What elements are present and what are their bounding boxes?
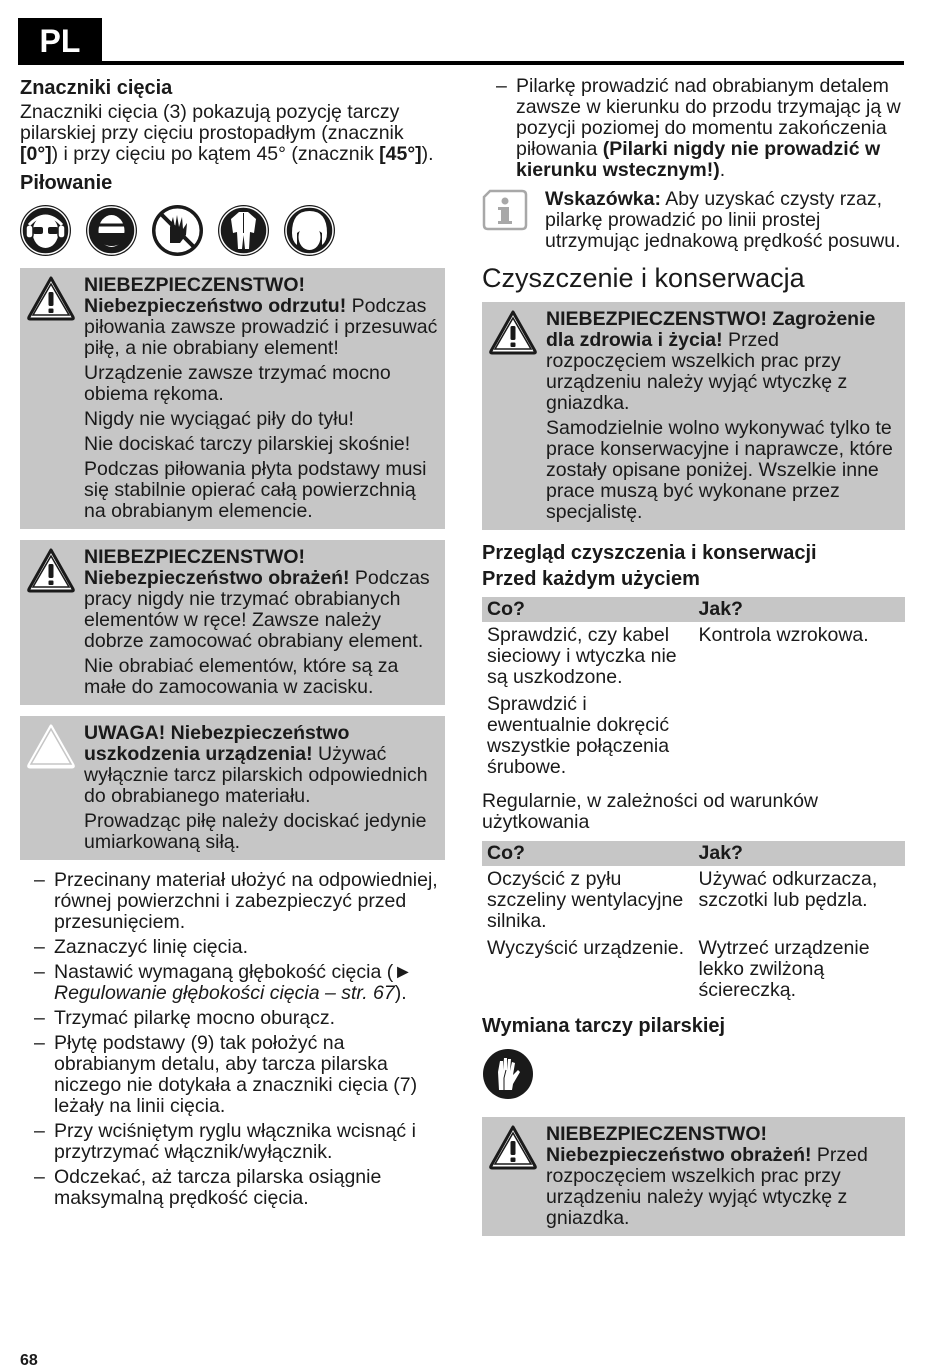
text-span: Prowadząc piłę należy dociskać jedynie umiarkowaną siłą.	[84, 810, 427, 853]
warning-paragraph	[84, 547, 439, 652]
text-span: ).	[421, 143, 434, 165]
text-span: Trzymać pilarkę mocno oburącz.	[54, 1007, 336, 1029]
text-span: Nastawić wymaganą głębokość cięcia (	[54, 961, 394, 983]
table-row	[482, 622, 905, 691]
list-item-text	[54, 937, 445, 958]
heading-blade-change: Wymiana tarczy pilarskiej	[482, 1015, 726, 1037]
bold-text: [45°]	[379, 143, 422, 165]
warning-paragraph	[546, 309, 899, 414]
warning-box	[20, 540, 445, 705]
list-item-text	[54, 1008, 445, 1029]
bold-text: Wskazówka:	[545, 188, 661, 210]
warning-paragraph	[84, 363, 439, 405]
bold-text: NIEBEZPIECZENSTWO! Niebezpieczeństwo obrażeń!	[546, 1123, 812, 1166]
warning-paragraph	[546, 418, 899, 523]
bold-text: [0°]	[20, 143, 52, 165]
hair-net-icon	[284, 205, 335, 256]
warning-paragraph	[84, 811, 439, 853]
heading-cleaning: Czyszczenie i konserwacja	[482, 263, 805, 293]
list-item-text	[54, 1033, 445, 1117]
table-header-cell: Jak?	[694, 841, 906, 866]
note-text	[545, 189, 905, 252]
text-span: ) i przy cięciu po kątem 45° (znacznik	[51, 143, 380, 165]
ppe-icons	[20, 205, 445, 256]
list-item	[20, 1008, 445, 1029]
table-row	[482, 691, 905, 781]
text-span: Przecinany materiał ułożyć na odpowiedniej, równej powierzchni i zabezpieczyć przed przesunięciem.	[54, 869, 438, 933]
list-item-text	[516, 76, 905, 181]
table-cell: Sprawdzić, czy kabel sieciowy i wtyczka nie są uszkodzone.	[487, 624, 677, 688]
table-cell: Kontrola wzrokowa.	[698, 624, 869, 646]
table-header-cell: Jak?	[694, 597, 906, 622]
dash-bullet: –	[496, 75, 507, 97]
right-steps	[482, 76, 905, 181]
left-column	[20, 76, 445, 1213]
list-item	[20, 937, 445, 958]
right-column	[482, 76, 905, 1247]
warning-paragraph	[84, 434, 439, 455]
heading-overview: Przegląd czyszczenia i konserwacji	[482, 542, 817, 564]
list-item-text	[54, 1167, 445, 1209]
left-steps	[20, 870, 445, 1209]
text-span: ).	[394, 982, 407, 1004]
text-span: .	[719, 159, 726, 181]
text-span: Podczas piłowania płyta podstawy musi się stabilnie opierać całą powierzchnią na obrabianym elemencie.	[84, 458, 427, 522]
text-span: Urządzenie zawsze trzymać mocno obiema rękoma.	[84, 362, 391, 405]
text-span: Znaczniki cięcia (3) pokazują pozycję tarczy pilarskiej przy cięciu prostopadłym (znacznik	[20, 101, 404, 144]
text-span: Nie dociskać tarczy pilarskiej skośnie!	[84, 433, 411, 455]
maintenance-table-2	[482, 841, 905, 1004]
list-item-text	[54, 870, 445, 933]
text-span: Odczekać, aż tarcza pilarska osiągnie maksymalną prędkość cięcia.	[54, 1166, 382, 1209]
maintenance-table-1	[482, 597, 905, 781]
text-span: Pilarkę prowadzić nad obrabianym detalem zawsze w kierunku do przodu trzymając ją w pozycji poziomej do momentu zakończenia piłowania	[516, 75, 901, 160]
heading-sawing: Piłowanie	[20, 172, 113, 194]
dash-bullet: –	[34, 1120, 45, 1142]
cross-reference-text[interactable]: ► Regulowanie głębokości cięcia – str. 67	[54, 961, 413, 1004]
protective-clothing-icon	[218, 205, 269, 256]
language-tab: PL	[18, 18, 102, 64]
dash-bullet: –	[34, 961, 45, 983]
warning-text	[84, 275, 439, 522]
wear-gloves-icon	[482, 1048, 905, 1105]
note-box	[482, 189, 905, 252]
dash-bullet: –	[34, 869, 45, 891]
dash-bullet: –	[34, 936, 45, 958]
bold-text: UWAGA! Niebezpieczeństwo uszkodzenia urządzenia!	[84, 722, 350, 765]
heading-cut-markers: Znaczniki cięcia	[20, 77, 173, 99]
table-cell: Wyczyścić urządzenie.	[487, 937, 685, 959]
warning-text	[546, 309, 899, 523]
warning-paragraph	[84, 409, 439, 430]
safety-glasses-ear-protection-icon	[20, 205, 71, 256]
warning-text	[546, 1124, 899, 1229]
warning-paragraph	[84, 275, 439, 359]
cut-markers-text	[20, 102, 445, 165]
bold-text: NIEBEZPIECZENSTWO! Niebezpieczeństwo obrażeń!	[84, 546, 350, 589]
dash-bullet: –	[34, 1007, 45, 1029]
dust-mask-icon	[86, 205, 137, 256]
list-item	[20, 1167, 445, 1209]
warning-box	[482, 302, 905, 530]
caution-triangle-icon	[26, 723, 84, 853]
no-gloves-icon	[152, 205, 203, 256]
danger-triangle-icon	[26, 275, 84, 522]
list-item-text	[54, 1121, 445, 1163]
text-span: Przed rozpoczęciem wszelkich prac przy urządzeniu należy wyjąć wtyczkę z gniazdka.	[546, 1144, 868, 1229]
text-span: Używać wyłącznie tarcz pilarskich odpowiednich do obrabianego materiału.	[84, 743, 428, 807]
text-span: Nigdy nie wyciągać piły do tyłu!	[84, 408, 354, 430]
warning-text	[84, 723, 439, 853]
warning-paragraph	[546, 1124, 899, 1229]
warning-box	[482, 1117, 905, 1236]
list-item-text	[54, 962, 445, 1004]
warning-box	[20, 716, 445, 860]
table-cell: Sprawdzić i ewentualnie dokręcić wszystkie połączenia śrubowe.	[487, 693, 670, 778]
table-row	[482, 935, 905, 1004]
text-span: Zaznaczyć linię cięcia.	[54, 936, 248, 958]
list-item	[20, 870, 445, 933]
text-span: Płytę podstawy (9) tak położyć na obrabianym detalu, aby tarcza pilarska niczego nie dotykała a znaczniki cięcia (7) leżały na linii cięcia.	[54, 1032, 418, 1117]
header-rule	[18, 61, 904, 65]
regular-text: Regularnie, w zależności od warunków użytkowania	[482, 790, 819, 833]
warning-paragraph	[84, 723, 439, 807]
table-header-row	[482, 597, 905, 622]
danger-triangle-icon	[26, 547, 84, 698]
dash-bullet: –	[34, 1166, 45, 1188]
text-span: Samodzielnie wolno wykonywać tylko te prace konserwacyjne i naprawcze, które zostały opisane poniżej. Wszelkie inne prace muszą być wykonane przez specjalistę.	[546, 417, 893, 523]
table-cell: Wytrzeć urządzenie lekko zwilżoną ściereczką.	[698, 937, 870, 1001]
dash-bullet: –	[34, 1032, 45, 1054]
left-warnings	[20, 268, 445, 860]
list-item	[20, 1033, 445, 1117]
heading-before-use: Przed każdym użyciem	[482, 568, 700, 590]
warning-box	[20, 268, 445, 529]
warning-paragraph	[84, 656, 439, 698]
text-span: Podczas pracy nigdy nie trzymać obrabianych elementów w ręce! Zawsze należy dobrze zamocować obrabiany element.	[84, 567, 430, 652]
list-item	[482, 76, 905, 181]
table-cell: Oczyścić z pyłu szczeliny wentylacyjne silnika.	[487, 868, 684, 932]
list-item	[20, 1121, 445, 1163]
warning-text	[84, 547, 439, 698]
table-header-cell: Co?	[482, 841, 694, 866]
bold-text: NIEBEZPIECZENSTWO! Niebezpieczeństwo odrzutu!	[84, 274, 347, 317]
table-header-row	[482, 841, 905, 866]
danger-triangle-icon	[488, 309, 546, 523]
table-row	[482, 866, 905, 935]
text-span: Podczas piłowania zawsze prowadzić i przesuwać piłę, a nie obrabiany element!	[84, 295, 438, 359]
danger-triangle-icon	[488, 1124, 546, 1229]
table-cell	[694, 691, 906, 781]
right-warning-2	[482, 1117, 905, 1236]
table-header-cell: Co?	[482, 597, 694, 622]
bold-text: NIEBEZPIECZENSTWO! Zagrożenie dla zdrowia i życia!	[546, 308, 876, 351]
text-span: Przy wciśniętym ryglu włącznika wcisnąć i przytrzymać włącznik/wyłącznik.	[54, 1120, 416, 1163]
text-span: Nie obrabiać elementów, które są za małe do zamocowania w zacisku.	[84, 655, 399, 698]
list-item	[20, 962, 445, 1004]
info-icon	[482, 189, 545, 252]
bold-text: (Pilarki nigdy nie prowadzić w kierunku wstecznym!)	[516, 138, 881, 181]
right-warning	[482, 302, 905, 530]
page-number: 68	[20, 1352, 38, 1369]
text-span: Aby uzyskać czysty rzaz, pilarkę prowadzić po linii prostej utrzymując jednakową prędkość posuwu.	[545, 188, 901, 252]
text-span: Przed rozpoczęciem wszelkich prac przy urządzeniu należy wyjąć wtyczkę z gniazdka.	[546, 329, 848, 414]
warning-paragraph	[84, 459, 439, 522]
table-cell: Używać odkurzacza, szczotki lub pędzla.	[698, 868, 878, 911]
